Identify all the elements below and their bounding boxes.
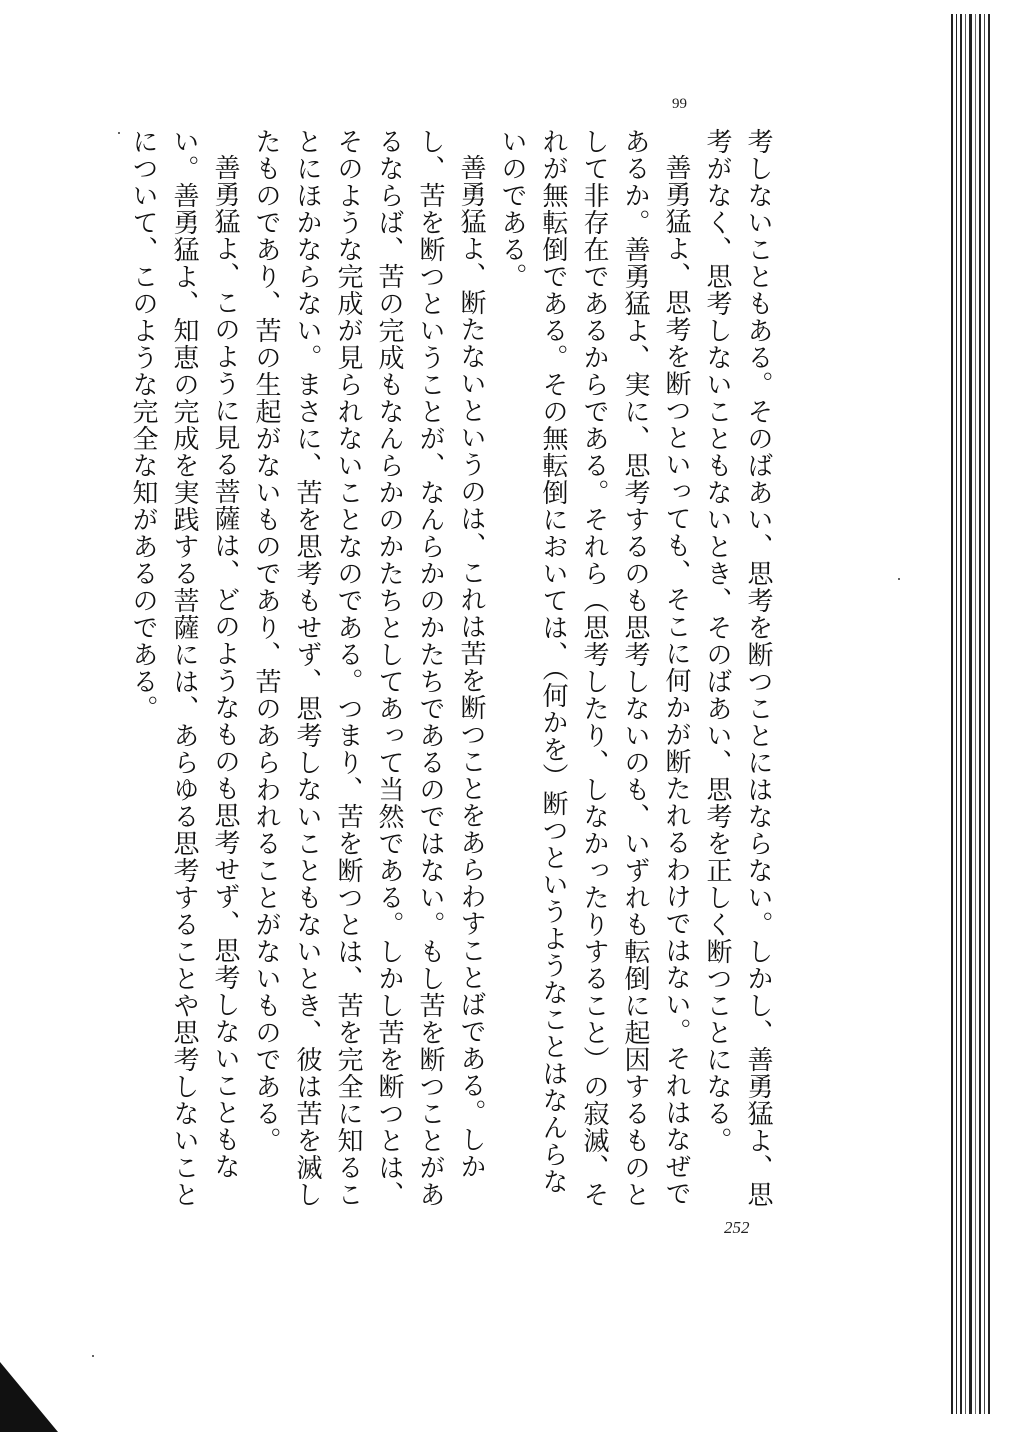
page-number-top: 99 [672,96,687,112]
paragraph: 善勇猛よ、このように見る菩薩は、どのようなものも思考せず、思考しないこともない。善勇猛よ、知恵の完成を実践する菩薩には、あらゆる思考することや思考しないことについて、このような完全な知があるのである。 [128,128,240,1208]
scan-speck [92,1355,94,1357]
paragraph: 善勇猛よ、思考を断つといっても、そこに何かが断たれるわけではない。それはなぜであるか。善勇猛よ、実に、思考するのも思考しないのも、いずれも転倒に起因するものとして非存在であるからである。それら（思考したり、しなかったりすること）の寂滅、それが無転倒である。その無転倒においては、（何かを）断つというようなことはなんらないのである。 [497,128,691,1208]
body-text [128,128,778,1208]
scan-speck [898,578,900,580]
book-binding-edge [951,14,991,1414]
page-number-side: 252 [724,1218,750,1237]
paragraph: 善勇猛よ、断たないというのは、これは苦を断つことをあらわすことばである。しかし、苦を断つということが、なんらかのかたちであるのではない。もし苦を断つことがあるならば、苦の完成もなんらかのかたちとしてあって当然である。しかし苦を断つとは、そのような完成が見られないことなのである。つまり、苦を断つとは、苦を完全に知ることにほかならない。まさに、苦を思考もせず、思考しないこともないとき、彼は苦を滅したものであり、苦の生起がないものであり、苦のあらわれることがないものである。 [251,128,486,1208]
paragraph: 考しないこともある。そのばあい、思考を断つことにはならない。しかし、善勇猛よ、思考がなく、思考しないこともないとき、そのばあい、思考を正しく断つことになる。 [702,128,773,1208]
scan-shadow [0,1362,58,1432]
scan-speck [118,132,120,134]
